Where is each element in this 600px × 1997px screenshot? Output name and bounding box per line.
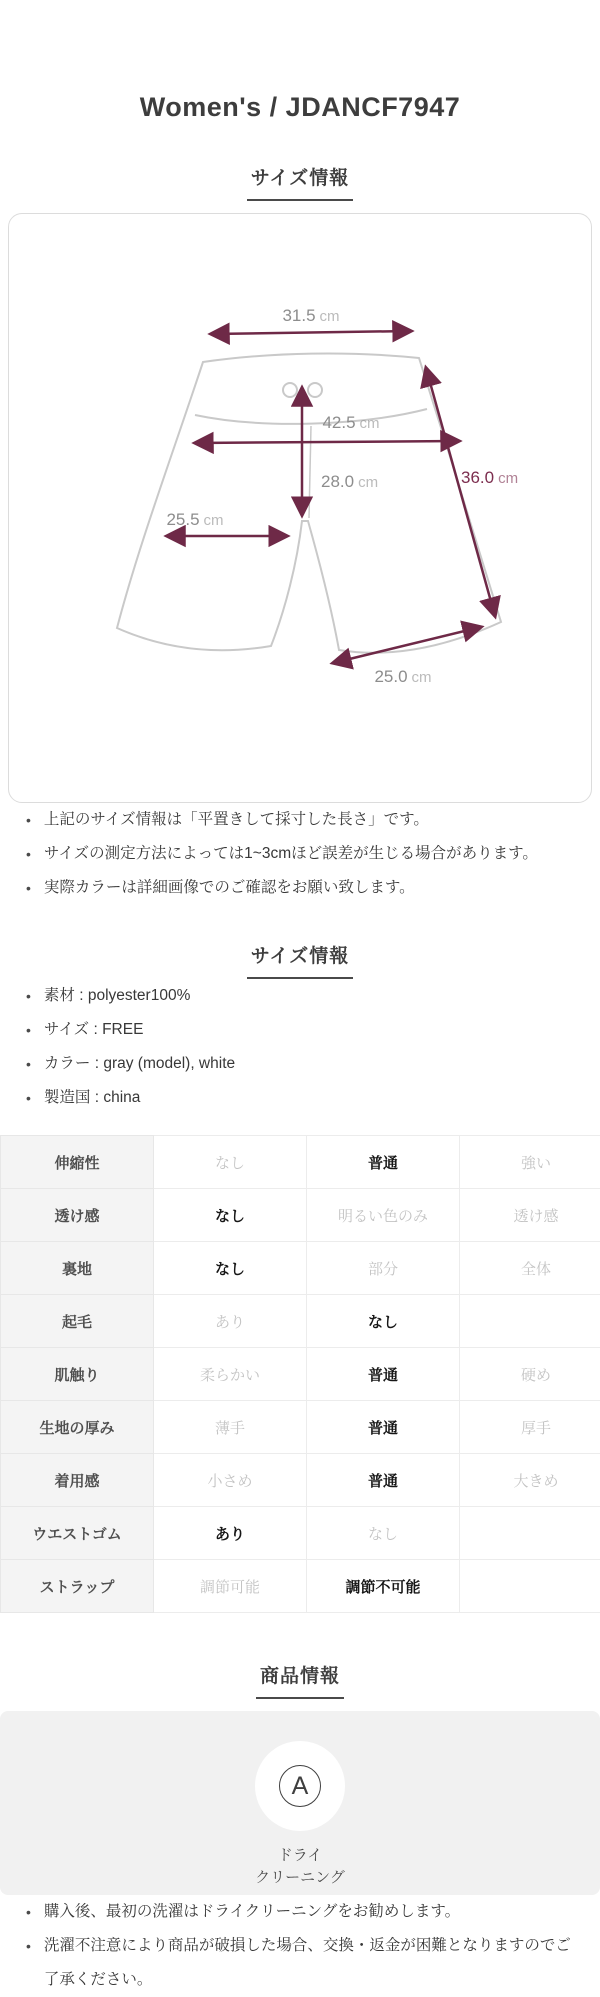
fit-cell	[460, 1295, 600, 1348]
measurement-label-hip-width: 42.5 cm	[322, 413, 379, 432]
row-label: 生地の厚み	[1, 1401, 154, 1454]
row-label: 裏地	[1, 1242, 154, 1295]
care-instructions-panel	[0, 1711, 600, 1895]
fit-cell-selected: 普通	[307, 1454, 460, 1507]
care-symbol-label	[255, 1845, 345, 1889]
section-heading-size-info: サイズ情報	[247, 941, 353, 979]
fit-cell-selected: 調節不可能	[307, 1560, 460, 1613]
row-label: ウエストゴム	[1, 1507, 154, 1560]
fit-cell: なし	[154, 1136, 307, 1189]
fit-cell: あり	[154, 1295, 307, 1348]
measurement-label-waist-width: 31.5 cm	[282, 306, 339, 325]
page-title: Women's / JDANCF7947	[0, 92, 600, 123]
fit-cell: 硬め	[460, 1348, 600, 1401]
size-note-item: • サイズの測定方法によっては1~3cmほど誤差が生じる場合があります。	[26, 837, 576, 871]
table-row	[1, 1295, 600, 1348]
table-row	[1, 1189, 600, 1242]
table-row	[1, 1454, 600, 1507]
care-notes-list	[0, 1895, 600, 1997]
measurement-label-front-rise: 28.0 cm	[321, 472, 378, 491]
fit-cell-selected: なし	[154, 1189, 307, 1242]
spec-size: • サイズ : FREE	[26, 1013, 576, 1047]
fit-cell: 調節可能	[154, 1560, 307, 1613]
fit-cell: なし	[307, 1507, 460, 1560]
care-symbol-circle	[255, 1741, 345, 1831]
row-label: 肌触り	[1, 1348, 154, 1401]
dry-clean-a-icon	[279, 1765, 321, 1807]
spec-notes-list	[0, 979, 600, 1115]
fit-cell: 小さめ	[154, 1454, 307, 1507]
size-note-item: • 実際カラーは詳細画像でのご確認をお願い致します。	[26, 871, 576, 905]
section-heading-product-info: 商品情報	[256, 1661, 344, 1699]
fit-cell-selected: 普通	[307, 1136, 460, 1189]
fit-cell: 全体	[460, 1242, 600, 1295]
shorts-outline	[117, 353, 501, 652]
row-label: 着用感	[1, 1454, 154, 1507]
waist-button-icon	[283, 383, 297, 397]
measurement-label-hem-width: 25.0 cm	[374, 667, 431, 686]
fit-cell	[460, 1560, 600, 1613]
size-notes-list	[0, 803, 600, 905]
size-diagram-panel	[8, 213, 592, 803]
table-row	[1, 1242, 600, 1295]
care-label-line: クリーニング	[255, 1867, 345, 1889]
row-label: ストラップ	[1, 1560, 154, 1613]
row-label: 伸縮性	[1, 1136, 154, 1189]
care-note-item: • 購入後、最初の洗濯はドライクリーニングをお勧めします。	[26, 1895, 576, 1929]
fit-cell: 大きめ	[460, 1454, 600, 1507]
measurement-label-thigh-width: 25.5 cm	[166, 510, 223, 529]
fit-cell-selected: 普通	[307, 1348, 460, 1401]
fit-cell: 明るい色のみ	[307, 1189, 460, 1242]
row-label: 透け感	[1, 1189, 154, 1242]
row-label: 起毛	[1, 1295, 154, 1348]
fit-cell	[460, 1507, 600, 1560]
table-row	[1, 1560, 600, 1613]
table-row	[1, 1507, 600, 1560]
table-row	[1, 1136, 600, 1189]
fit-cell: 柔らかい	[154, 1348, 307, 1401]
fit-cell: 強い	[460, 1136, 600, 1189]
spec-country: • 製造国 : china	[26, 1081, 576, 1115]
section-heading-size-chart: サイズ情報	[247, 163, 353, 201]
waist-width-arrow	[211, 331, 411, 334]
fit-cell: 部分	[307, 1242, 460, 1295]
fit-cell: 透け感	[460, 1189, 600, 1242]
fit-cell-selected: なし	[307, 1295, 460, 1348]
fit-cell-selected: あり	[154, 1507, 307, 1560]
waist-button-icon	[308, 383, 322, 397]
care-symbol-letter: A	[292, 1772, 309, 1801]
care-label-line: ドライ	[255, 1845, 345, 1867]
fit-cell: 薄手	[154, 1401, 307, 1454]
fit-cell: 厚手	[460, 1401, 600, 1454]
fit-attributes-table	[0, 1135, 600, 1613]
spec-color: • カラー : gray (model), white	[26, 1047, 576, 1081]
care-note-item: • 洗濯不注意により商品が破損した場合、交換・返金が困難となりますのでご了承ください。	[26, 1929, 576, 1997]
table-row	[1, 1348, 600, 1401]
fit-cell-selected: なし	[154, 1242, 307, 1295]
size-note-item: • 上記のサイズ情報は「平置きして採寸した長さ」です。	[26, 803, 576, 837]
table-row	[1, 1401, 600, 1454]
fit-cell-selected: 普通	[307, 1401, 460, 1454]
measurement-label-side-length: 36.0 cm	[461, 468, 518, 487]
spec-material: • 素材 : polyester100%	[26, 979, 576, 1013]
shorts-measurement-diagram	[9, 214, 593, 804]
